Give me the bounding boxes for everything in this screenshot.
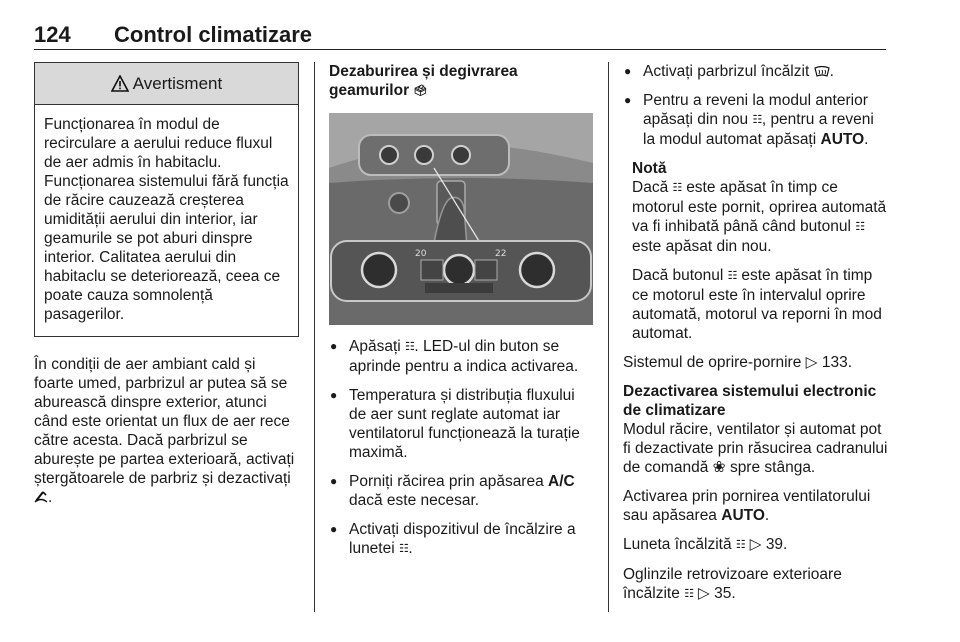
wiper-icon: [34, 490, 48, 503]
list-item: ● Porniți răcirea prin apăsarea A/C dacă este necesar.: [329, 472, 593, 510]
warning-text: Funcționarea în modul de recirculare a aerului reduce fluxul de aer admis în habitaclu. Funcționarea sistemului fără funcția de răcire cauzează creșterea umidității aerului din interior, iar geamurile se pot aburi dinspre interior. Calitatea aerului din habitaclu se deteriorează, ceea ce poate cauza somnolență pasagerilor.: [44, 116, 289, 323]
page-number: 124: [34, 22, 71, 47]
climate-control-illustration: [329, 113, 593, 325]
page-reference-icon: ▷: [805, 354, 818, 371]
fan-icon: ❀: [712, 459, 726, 476]
warning-box: [34, 62, 299, 337]
list-item: ● Apăsați ☷. LED-ul din buton se aprinde pentru a indica activarea.: [329, 337, 593, 376]
front-defrost-icon: ☷: [727, 270, 738, 282]
front-defrost-icon: 🗳: [413, 85, 427, 97]
list-item: ● Activați dispozitivul de încălzire a lunetei ☷.: [329, 520, 593, 559]
front-defrost-icon: ☷: [855, 221, 865, 233]
column-right: [623, 62, 888, 614]
warning-title: Avertisment: [132, 74, 223, 93]
page-header: [34, 22, 886, 50]
column-middle: [329, 62, 593, 569]
rear-defrost-icon: ☷: [735, 539, 746, 551]
front-defrost-icon: ☷: [672, 182, 682, 194]
right-temp-label: 22: [495, 249, 507, 259]
text: În condiții de aer ambiant cald și foarte umed, parbrizul ar putea să se aburească dinspre exterior, atunci când este orientat un flux de aer rece către acesta. Dacă parbrizul se aburește pe partea exterioară, activați ștergătoarele de parbriz și dezactivați: [34, 356, 295, 487]
steps-list: [623, 62, 888, 149]
paragraph: Modul răcire, ventilator și automat pot fi dezactivate prin răsucirea cadranului de comandă ❀ spre stânga.: [623, 421, 888, 476]
left-temp-label: 20: [415, 249, 427, 259]
note-paragraph: Dacă ☷ este apăsat în timp ce motorul este pornit, oprirea automată va fi inhibată până când butonul ☷ este apăsat din nou.: [632, 179, 887, 255]
paragraph: Activarea prin pornirea ventilatorului sau apăsarea AUTO.: [623, 488, 871, 524]
list-item: ● Pentru a reveni la modul anterior apăsați din nou ☷, pentru a reveni la modul automat apăsați AUTO.: [623, 91, 888, 149]
front-defrost-icon: ☷: [752, 114, 762, 126]
section-heading: Dezactivarea sistemului electronic de climatizare: [623, 383, 877, 419]
rear-defrost-icon: ☷: [684, 588, 694, 600]
steps-list: [329, 337, 593, 559]
note-block: [623, 159, 888, 343]
note-title: Notă: [632, 160, 667, 177]
note-paragraph: Dacă butonul ☷ este apăsat în timp ce motorul este în intervalul oprire automată, motorul va reporni în mod automat.: [632, 267, 882, 342]
column-left: [34, 62, 299, 517]
page-link[interactable]: 35.: [714, 585, 736, 602]
column-divider: [608, 62, 609, 612]
section-heading: Dezaburirea și degivrarea geamurilor 🗳: [329, 63, 518, 99]
paragraph: Oglinzile retrovizoare exterioare încălzite ☷ ▷ 35.: [623, 566, 842, 602]
front-defrost-icon: ☷: [405, 341, 415, 353]
heated-windshield-icon: [814, 66, 830, 77]
page-title: Control climatizare: [114, 22, 313, 47]
column-divider: [314, 62, 315, 612]
page-reference-icon: ▷: [697, 585, 710, 602]
climate-control-photo: [329, 113, 593, 325]
warning-triangle-icon: [111, 75, 129, 92]
reference-paragraph: Sistemul de oprire-pornire ▷ 133.: [623, 354, 853, 371]
page-reference-icon: ▷: [749, 536, 762, 553]
list-item: ● Activați parbrizul încălzit .: [623, 62, 888, 81]
page-link[interactable]: 133.: [821, 354, 853, 371]
rear-defrost-icon: ☷: [399, 543, 409, 555]
page-link[interactable]: 39.: [765, 536, 788, 553]
list-item: ● Temperatura și distribuția fluxului de aer sunt reglate automat iar ventilatorul funcționează la turație maximă.: [329, 386, 593, 462]
warning-header: [35, 63, 298, 105]
paragraph: Luneta încălzită ☷ ▷ 39.: [623, 536, 788, 553]
paragraph: În condiții de aer ambiant cald și foarte umed, parbrizul ar putea să se aburească dinspre exterior, atunci când este orientat un flux de aer rece către acesta. Dacă parbrizul se aburește pe partea exterioară, activați ștergătoarele de parbriz și dezactivați .: [34, 356, 295, 506]
